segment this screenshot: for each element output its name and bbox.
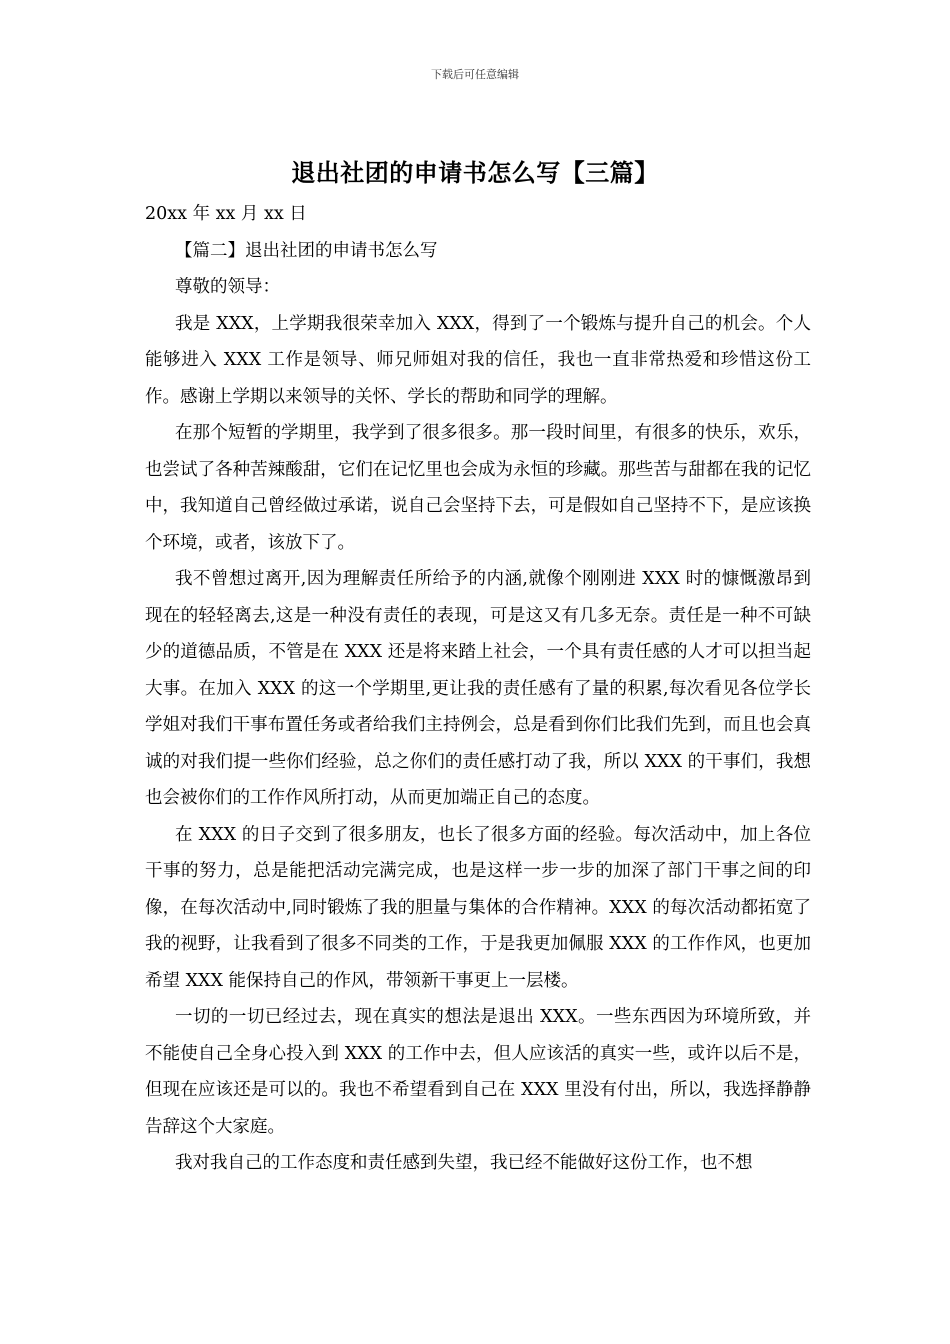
paragraph-6: 我对我自己的工作态度和责任感到失望，我已经不能做好这份工作，也不想 [175, 1153, 753, 1173]
paragraph-1: 我是 XXX，上学期我很荣幸加入 XXX，得到了一个锻炼与提升自己的机会。个人能够进入 XXX 工作是领导、师兄师姐对我的信任，我也一直非常热爱和珍惜这份工作。感谢上学期以来领导的关怀、学长的帮助和同学的理解。 [145, 313, 811, 407]
paragraph-2: 在那个短暂的学期里，我学到了很多很多。那一段时间里，有很多的快乐，欢乐，也尝试了各种苦辣酸甜，它们在记忆里也会成为永恒的珍藏。那些苦与甜都在我的记忆中，我知道自己曾经做过承诺，说自己会坚持下去，可是假如自己坚持不下，是应该换个环境，或者，该放下了。 [145, 423, 811, 553]
section-heading: 【篇二】退出社团的申请书怎么写 [175, 240, 438, 261]
paragraph-5: 一切的一切已经过去，现在真实的想法是退出 XXX。一些东西因为环境所致，并不能使自己全身心投入到 XXX 的工作中去，但人应该活的真实一些，或许以后不是，但现在应该还是可以的。我也不希望看到自己在 XXX 里没有付出，所以，我选择静静告辞这个大家庭。 [145, 1007, 811, 1137]
document-body [145, 196, 811, 1182]
paragraph-3: 我不曾想过离开,因为理解责任所给予的内涵,就像个刚刚进 XXX 时的慷慨激昂到现在的轻轻离去,这是一种没有责任的表现，可是这又有几多无奈。责任是一种不可缺少的道德品质，不管是在 XXX 还是将来踏上社会，一个具有责任感的人才可以担当起大事。在加入 XXX 的这一个学期里,更让我的责任感有了量的积累,每次看见各位学长学姐对我们干事布置任务或者给我们主持例会，总是看到你们比我们先到，而且也会真诚的对我们提一些你们经验，总之你们的责任感打动了我，所以 XXX 的干事们，我想也会被你们的工作作风所打动，从而更加端正自己的态度。 [145, 569, 811, 808]
salutation: 尊敬的领导： [175, 277, 280, 297]
document-title: 退出社团的申请书怎么写【三篇】 [291, 158, 659, 187]
header-note: 下载后可任意编辑 [431, 68, 519, 81]
paragraph-4: 在 XXX 的日子交到了很多朋友，也长了很多方面的经验。每次活动中，加上各位干事的努力，总是能把活动完满完成，也是这样一步一步的加深了部门干事之间的印像，在每次活动中,同时锻炼了我的胆量与集体的合作精神。XXX 的每次活动都拓宽了我的视野，让我看到了很多不同类的工作，于是我更加佩服 XXX 的工作作风，也更加希望 XXX 能保持自己的作风，带领新干事更上一层楼。 [145, 824, 811, 991]
date-line: 20xx 年 xx 月 xx 日 [145, 204, 307, 224]
